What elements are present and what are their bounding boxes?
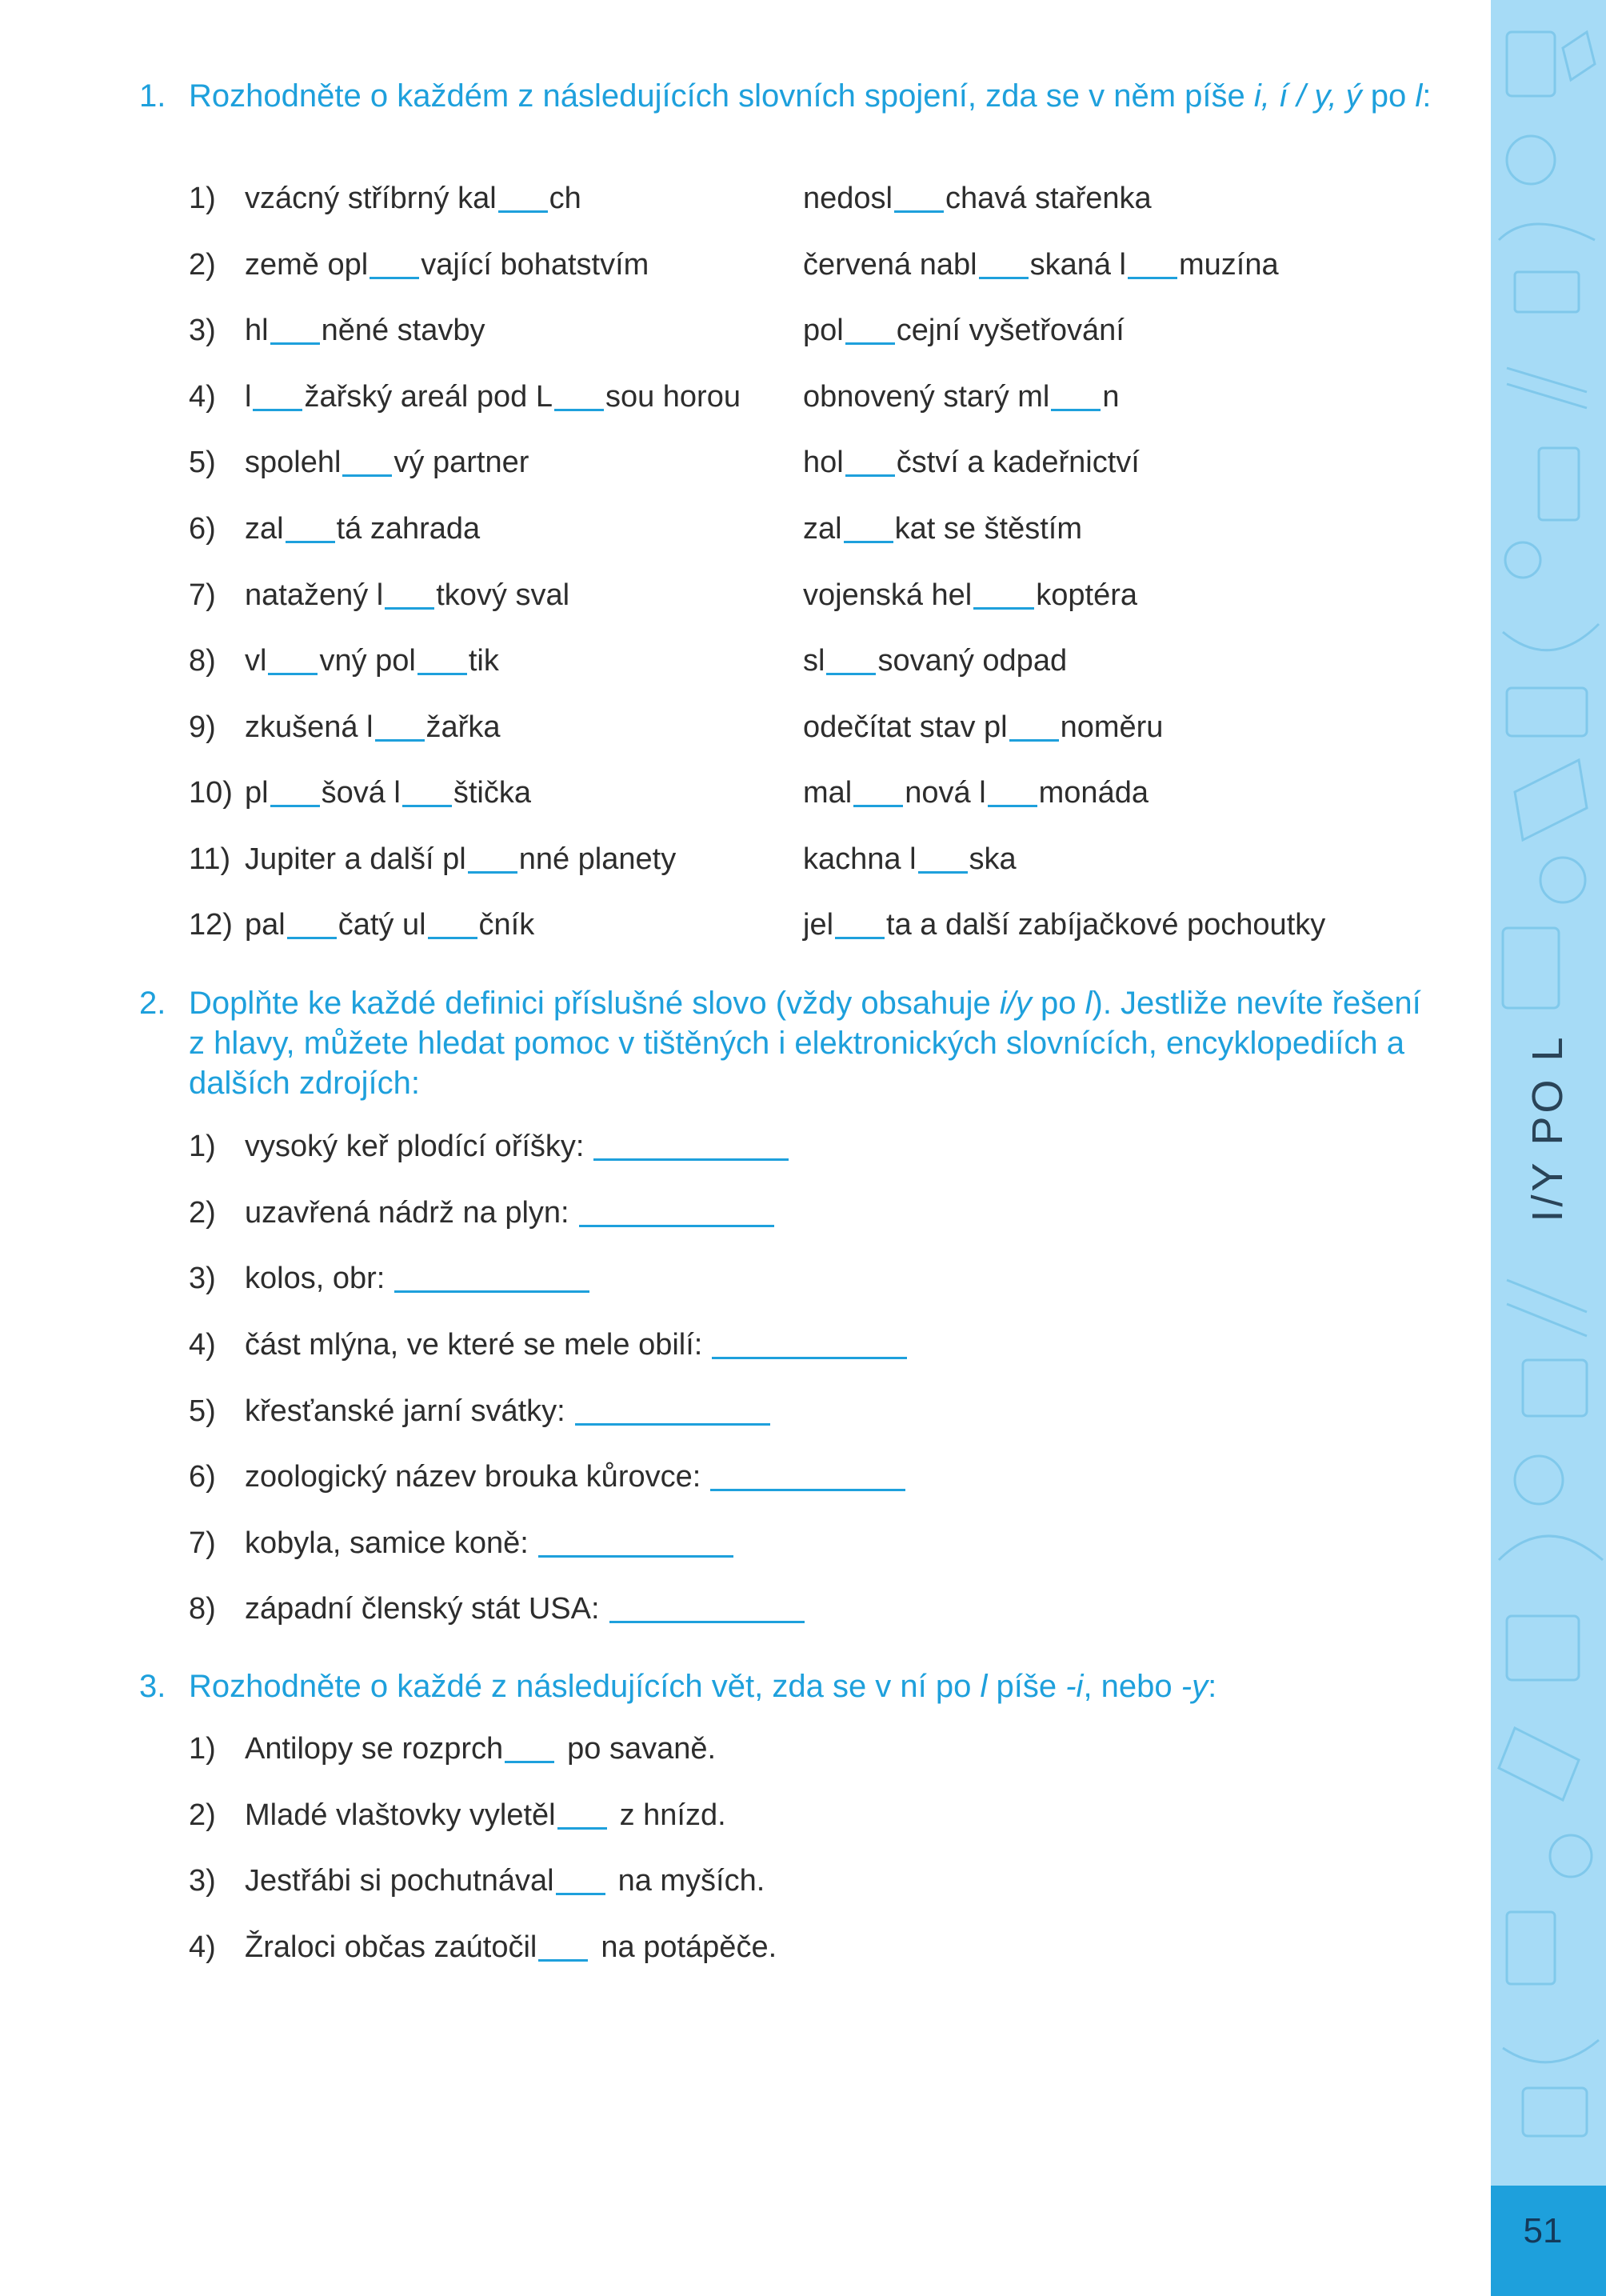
phrase-part: skaná l <box>1029 248 1126 282</box>
task3-number: 3. <box>139 1669 166 1704</box>
task1-row-12-right <box>803 905 1325 945</box>
answer-blank[interactable] <box>287 908 337 939</box>
definition-text: část mlýna, ve které se mele obilí: <box>245 1328 703 1362</box>
answer-blank[interactable] <box>498 182 548 213</box>
phrase-part: ch <box>549 182 581 215</box>
task1-row-6-right <box>803 509 1082 549</box>
phrase-part: pal <box>245 908 286 942</box>
task3-heading-text-3: , nebo <box>1083 1669 1181 1704</box>
task1-number: 1. <box>139 78 166 114</box>
phrase-part: jel <box>803 908 834 942</box>
phrase-part: kachna l <box>803 842 917 876</box>
answer-blank[interactable] <box>270 776 320 807</box>
phrase-part: monáda <box>1038 776 1149 810</box>
phrase-part: země opl <box>245 248 369 282</box>
row-number: 2) <box>189 248 216 282</box>
task1-row-2-right <box>803 245 1279 285</box>
answer-line[interactable] <box>710 1460 905 1491</box>
phrase-part: šová l <box>321 776 401 810</box>
answer-blank[interactable] <box>973 578 1034 610</box>
phrase-part: koptéra <box>1036 578 1137 612</box>
answer-line[interactable] <box>593 1130 789 1161</box>
task1-row-3-right <box>803 310 1125 350</box>
task1-heading <box>141 76 1444 116</box>
answer-blank[interactable] <box>468 842 517 874</box>
phrase-part: mal <box>803 776 853 810</box>
phrase-part: pol <box>803 314 844 347</box>
phrase-part: obnovený starý ml <box>803 380 1050 414</box>
answer-line[interactable] <box>579 1196 774 1227</box>
phrase-part: noměru <box>1060 710 1164 744</box>
row-number: 5) <box>189 1394 216 1428</box>
sidebar-title: I/Y PO L <box>1524 1034 1572 1222</box>
definition-text: křesťanské jarní svátky: <box>245 1394 565 1428</box>
phrase-part: žařský areál pod L <box>304 380 553 414</box>
phrase-part: vný pol <box>319 644 416 678</box>
phrase-part: kat se štěstím <box>894 512 1082 546</box>
row-number: 7) <box>189 1526 216 1560</box>
phrase-part: něné stavby <box>321 314 485 347</box>
phrase-part: pl <box>245 776 269 810</box>
answer-blank[interactable] <box>894 182 944 213</box>
sentence-part: Antilopy se rozprch <box>245 1732 504 1766</box>
phrase-part: tkový sval <box>436 578 570 612</box>
phrase-part: vl <box>245 644 267 678</box>
phrase-part: čník <box>478 908 535 942</box>
sentence-part: Jestřábi si pochutnával <box>245 1864 554 1898</box>
phrase-part: spolehl <box>245 446 342 479</box>
answer-blank[interactable] <box>375 710 425 742</box>
row-number: 2) <box>189 1196 216 1230</box>
definition-text: kobyla, samice koně: <box>245 1526 529 1560</box>
task1-heading-text-2: po <box>1361 78 1416 114</box>
task3-heading <box>141 1666 1444 1706</box>
phrase-part: nné planety <box>518 842 677 876</box>
phrase-part: vojenská hel <box>803 578 973 612</box>
definition-text: uzavřená nádrž na plyn: <box>245 1196 569 1230</box>
answer-blank[interactable] <box>1051 380 1101 411</box>
row-number: 3) <box>189 314 216 347</box>
row-number: 6) <box>189 1460 216 1494</box>
task3-heading-y: -y <box>1181 1669 1208 1704</box>
definition-text: zoologický název brouka kůrovce: <box>245 1460 701 1494</box>
task1-row-8-right <box>803 641 1067 681</box>
sentence-part: po savaně. <box>567 1732 717 1766</box>
task1-row-5-right <box>803 442 1140 482</box>
sentence-part: z hnízd. <box>619 1798 726 1832</box>
task2-heading-letter: l <box>1085 986 1093 1021</box>
row-number: 2) <box>189 1798 216 1832</box>
row-number: 1) <box>189 182 216 215</box>
answer-blank[interactable] <box>402 776 452 807</box>
phrase-part: odečítat stav pl <box>803 710 1008 744</box>
phrase-part: štička <box>453 776 531 810</box>
task1-row-9-right <box>803 707 1163 747</box>
phrase-part: vající bohatstvím <box>421 248 649 282</box>
answer-blank[interactable] <box>988 776 1037 807</box>
answer-line[interactable] <box>712 1328 907 1359</box>
answer-line[interactable] <box>575 1394 770 1426</box>
phrase-part: vý partner <box>394 446 529 479</box>
phrase-part: sl <box>803 644 825 678</box>
definition-text: západní členský stát USA: <box>245 1592 600 1626</box>
answer-blank[interactable] <box>505 1732 554 1763</box>
row-number: 4) <box>189 380 216 414</box>
answer-blank[interactable] <box>253 380 302 411</box>
phrase-part: zal <box>245 512 284 546</box>
answer-blank[interactable] <box>845 446 895 477</box>
row-number: 8) <box>189 1592 216 1626</box>
phrase-part: n <box>1102 380 1120 414</box>
answer-blank[interactable] <box>554 380 604 411</box>
answer-blank[interactable] <box>1009 710 1059 742</box>
task1-row-4-right <box>803 377 1120 417</box>
phrase-part: vzácný stříbrný kal <box>245 182 497 215</box>
task1-heading-text: Rozhodněte o každém z následujících slovních spojení, zda se v něm píše <box>189 78 1254 114</box>
answer-blank[interactable] <box>1128 248 1177 279</box>
answer-line[interactable] <box>538 1526 733 1558</box>
row-number: 7) <box>189 578 216 612</box>
phrase-part: Jupiter a další pl <box>245 842 466 876</box>
definition-text: vysoký keř plodící oříšky: <box>245 1130 585 1163</box>
answer-blank[interactable] <box>835 908 885 939</box>
task2-heading-text: Doplňte ke každé definici příslušné slovo (vždy obsahuje <box>189 986 1000 1021</box>
phrase-part: ska <box>969 842 1017 876</box>
answer-blank[interactable] <box>853 776 903 807</box>
row-number: 4) <box>189 1930 216 1964</box>
task2-number: 2. <box>139 986 166 1021</box>
phrase-part: hl <box>245 314 269 347</box>
definition-text: kolos, obr: <box>245 1262 386 1295</box>
phrase-part: hol <box>803 446 844 479</box>
phrase-part: cejní vyšetřování <box>896 314 1125 347</box>
row-number: 1) <box>189 1732 216 1766</box>
answer-blank[interactable] <box>370 248 419 279</box>
phrase-part: čatý ul <box>338 908 426 942</box>
answer-blank[interactable] <box>385 578 434 610</box>
answer-blank[interactable] <box>979 248 1029 279</box>
task1-row-10-right <box>803 773 1149 813</box>
row-number: 3) <box>189 1864 216 1898</box>
row-number: 9) <box>189 710 216 744</box>
answer-blank[interactable] <box>538 1930 588 1962</box>
phrase-part: žařka <box>425 710 501 744</box>
task3-heading-text-2: píše <box>987 1669 1066 1704</box>
phrase-part: nedosl <box>803 182 893 215</box>
answer-blank[interactable] <box>286 512 335 543</box>
task2-heading-text-2: po <box>1031 986 1085 1021</box>
answer-blank[interactable] <box>557 1798 607 1830</box>
phrase-part: sovaný odpad <box>877 644 1068 678</box>
task2-heading-text-3: ). Jestliže nevíte řešení z hlavy, můžete hledat pomoc v tištěných i elektronických slovnících, encyklopediích a dalších zdrojích: <box>189 986 1421 1101</box>
row-number: 11) <box>189 842 231 876</box>
task1-row-7-right <box>803 575 1137 615</box>
phrase-part: nová l <box>905 776 986 810</box>
phrase-part: tik <box>468 644 499 678</box>
answer-blank[interactable] <box>844 512 893 543</box>
task2-heading-iy: i/y <box>999 986 1032 1021</box>
task1-heading-colon: : <box>1422 78 1432 114</box>
row-number: 8) <box>189 644 216 678</box>
sentence-part: na myších. <box>617 1864 765 1898</box>
phrase-part: čství a kadeřnictví <box>896 446 1140 479</box>
answer-line[interactable] <box>394 1262 589 1293</box>
row-number: 10) <box>189 776 233 810</box>
row-number: 12) <box>189 908 233 942</box>
answer-blank[interactable] <box>826 644 876 675</box>
task3-heading-letter: l <box>980 1669 988 1704</box>
row-number: 5) <box>189 446 216 479</box>
answer-blank[interactable] <box>270 314 320 345</box>
phrase-part: tá zahrada <box>336 512 481 546</box>
task3-heading-i: -i <box>1065 1669 1084 1704</box>
task3-heading-text: Rozhodněte o každé z následujících vět, zda se v ní po <box>189 1669 981 1704</box>
task1-row-1-right <box>803 178 1152 218</box>
phrase-part: chavá stařenka <box>945 182 1152 215</box>
answer-blank[interactable] <box>417 644 467 675</box>
task1-heading-options: i, í / y, ý <box>1253 78 1362 114</box>
page-number: 51 <box>1523 2211 1563 2250</box>
phrase-part: l <box>245 380 252 414</box>
sentence-part: na potápěče. <box>601 1930 777 1964</box>
task2-heading <box>141 983 1444 1103</box>
answer-blank[interactable] <box>918 842 968 874</box>
sentence-part: Mladé vlaštovky vyletěl <box>245 1798 556 1832</box>
phrase-part: muzína <box>1179 248 1279 282</box>
row-number: 4) <box>189 1328 216 1362</box>
answer-blank[interactable] <box>268 644 318 675</box>
sentence-part: Žraloci občas zaútočil <box>245 1930 537 1964</box>
row-number: 3) <box>189 1262 216 1295</box>
phrase-part: sou horou <box>605 380 741 414</box>
answer-blank[interactable] <box>428 908 477 939</box>
phrase-part: ta a další zabíjačkové pochoutky <box>886 908 1326 942</box>
task1-heading-letter: l <box>1415 78 1423 114</box>
task3-heading-colon: : <box>1208 1669 1217 1704</box>
phrase-part: zkušená l <box>245 710 374 744</box>
answer-blank[interactable] <box>342 446 392 477</box>
answer-line[interactable] <box>609 1592 805 1623</box>
row-number: 6) <box>189 512 216 546</box>
task1-row-11-right <box>803 839 1017 879</box>
phrase-part: zal <box>803 512 842 546</box>
answer-blank[interactable] <box>556 1864 605 1895</box>
phrase-part: natažený l <box>245 578 384 612</box>
answer-blank[interactable] <box>845 314 895 345</box>
phrase-part: červená nabl <box>803 248 977 282</box>
row-number: 1) <box>189 1130 216 1163</box>
